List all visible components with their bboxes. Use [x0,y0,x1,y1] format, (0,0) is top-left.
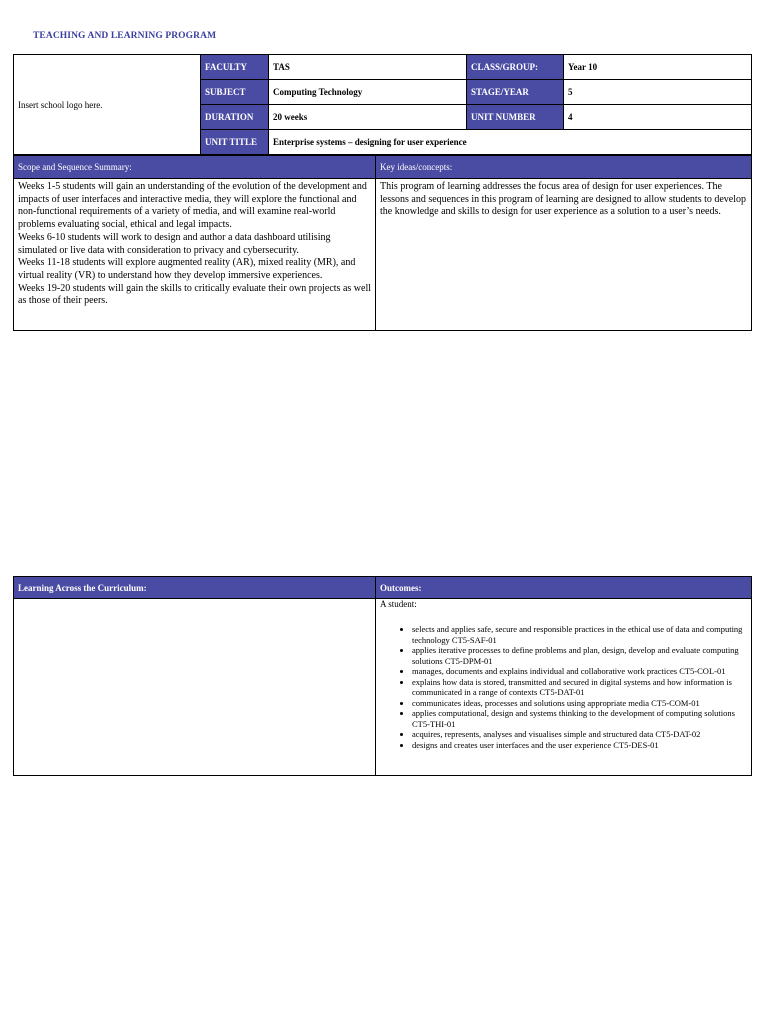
scope-paragraph: Weeks 1-5 students will gain an understanding of the evolution of the development and impacts of user interfaces and interactive media, they will explore the functional and non-functional requirements of a variety of media, and will examine real-world problems evaluating social, ethical and legal impacts. [18,181,367,231]
duration-value: 20 weeks [269,105,467,130]
key-ideas-header: Key ideas/concepts: [376,156,752,179]
unit-number-label: UNIT NUMBER [467,105,564,130]
outcome-item: • explains how data is stored, transmitted and secured in digital systems and how information is communicated in a range of contexts CT5-DAT-01 [412,677,747,698]
stage-year-label: STAGE/YEAR [467,80,564,105]
outcome-item: • communicates ideas, processes and solutions using appropriate media CT5-COM-01 [412,698,747,709]
stage-year-value: 5 [564,80,752,105]
duration-label: DURATION [201,105,269,130]
outcomes-intro: A student: [380,599,417,609]
outcome-item: • selects and applies safe, secure and responsible practices in the ethical use of data and computing technology CT5-SAF-01 [412,624,747,645]
outcome-item: • manages, documents and explains individual and collaborative work practices CT5-COL-01 [412,666,747,677]
scope-paragraph: Weeks 6-10 students will work to design and author a data dashboard utilising simulated or live data with consideration to privacy and cybersecurity. [18,231,331,256]
outcomes-body [376,599,752,776]
key-ideas-text: This program of learning addresses the focus area of design for user experiences. The lessons and sequences in this program of learning are designed to allow students to develop the knowledge and skills to design for user experience as a solution to a user’s needs. [380,181,747,218]
unit-number-value: 4 [564,105,752,130]
class-group-label: CLASS/GROUP: [467,55,564,80]
unit-title-label: UNIT TITLE [201,130,269,155]
program-info-table [13,54,752,155]
outcome-item: • applies computational, design and systems thinking to the development of computing solutions CT5-THI-01 [412,708,747,729]
curriculum-outcomes-table [13,576,752,776]
unit-title-value: Enterprise systems – designing for user experience [269,130,752,155]
document-title: TEACHING AND LEARNING PROGRAM [33,31,217,41]
outcome-item: • applies iterative processes to define problems and plan, design, develop and evaluate computing solutions CT5-DPM-01 [412,645,747,666]
scope-paragraph: Weeks 19-20 students will gain the skills to critically evaluate their own projects as well as those of their peers. [18,282,371,307]
scope-summary-header: Scope and Sequence Summary: [14,156,376,179]
subject-label: SUBJECT [201,80,269,105]
outcomes-list [380,624,747,750]
learning-across-body [14,599,376,776]
faculty-label: FACULTY [201,55,269,80]
faculty-value: TAS [269,55,467,80]
learning-across-header: Learning Across the Curriculum: [14,577,376,599]
subject-value: Computing Technology [269,80,467,105]
scope-summary-body [14,179,376,331]
scope-paragraph: Weeks 11-18 students will explore augmented reality (AR), mixed reality (MR), and virtual reality (VR) to understand how they develop immersive experiences. [18,257,356,281]
outcome-item: • designs and creates user interfaces and the user experience CT5-DES-01 [412,740,747,751]
outcomes-header: Outcomes: [376,577,752,599]
key-ideas-body [376,179,752,331]
school-logo-placeholder: Insert school logo here. [14,55,201,155]
scope-key-ideas-table [13,155,752,331]
outcome-item: • acquires, represents, analyses and visualises simple and structured data CT5-DAT-02 [412,729,747,740]
class-group-value: Year 10 [564,55,752,80]
